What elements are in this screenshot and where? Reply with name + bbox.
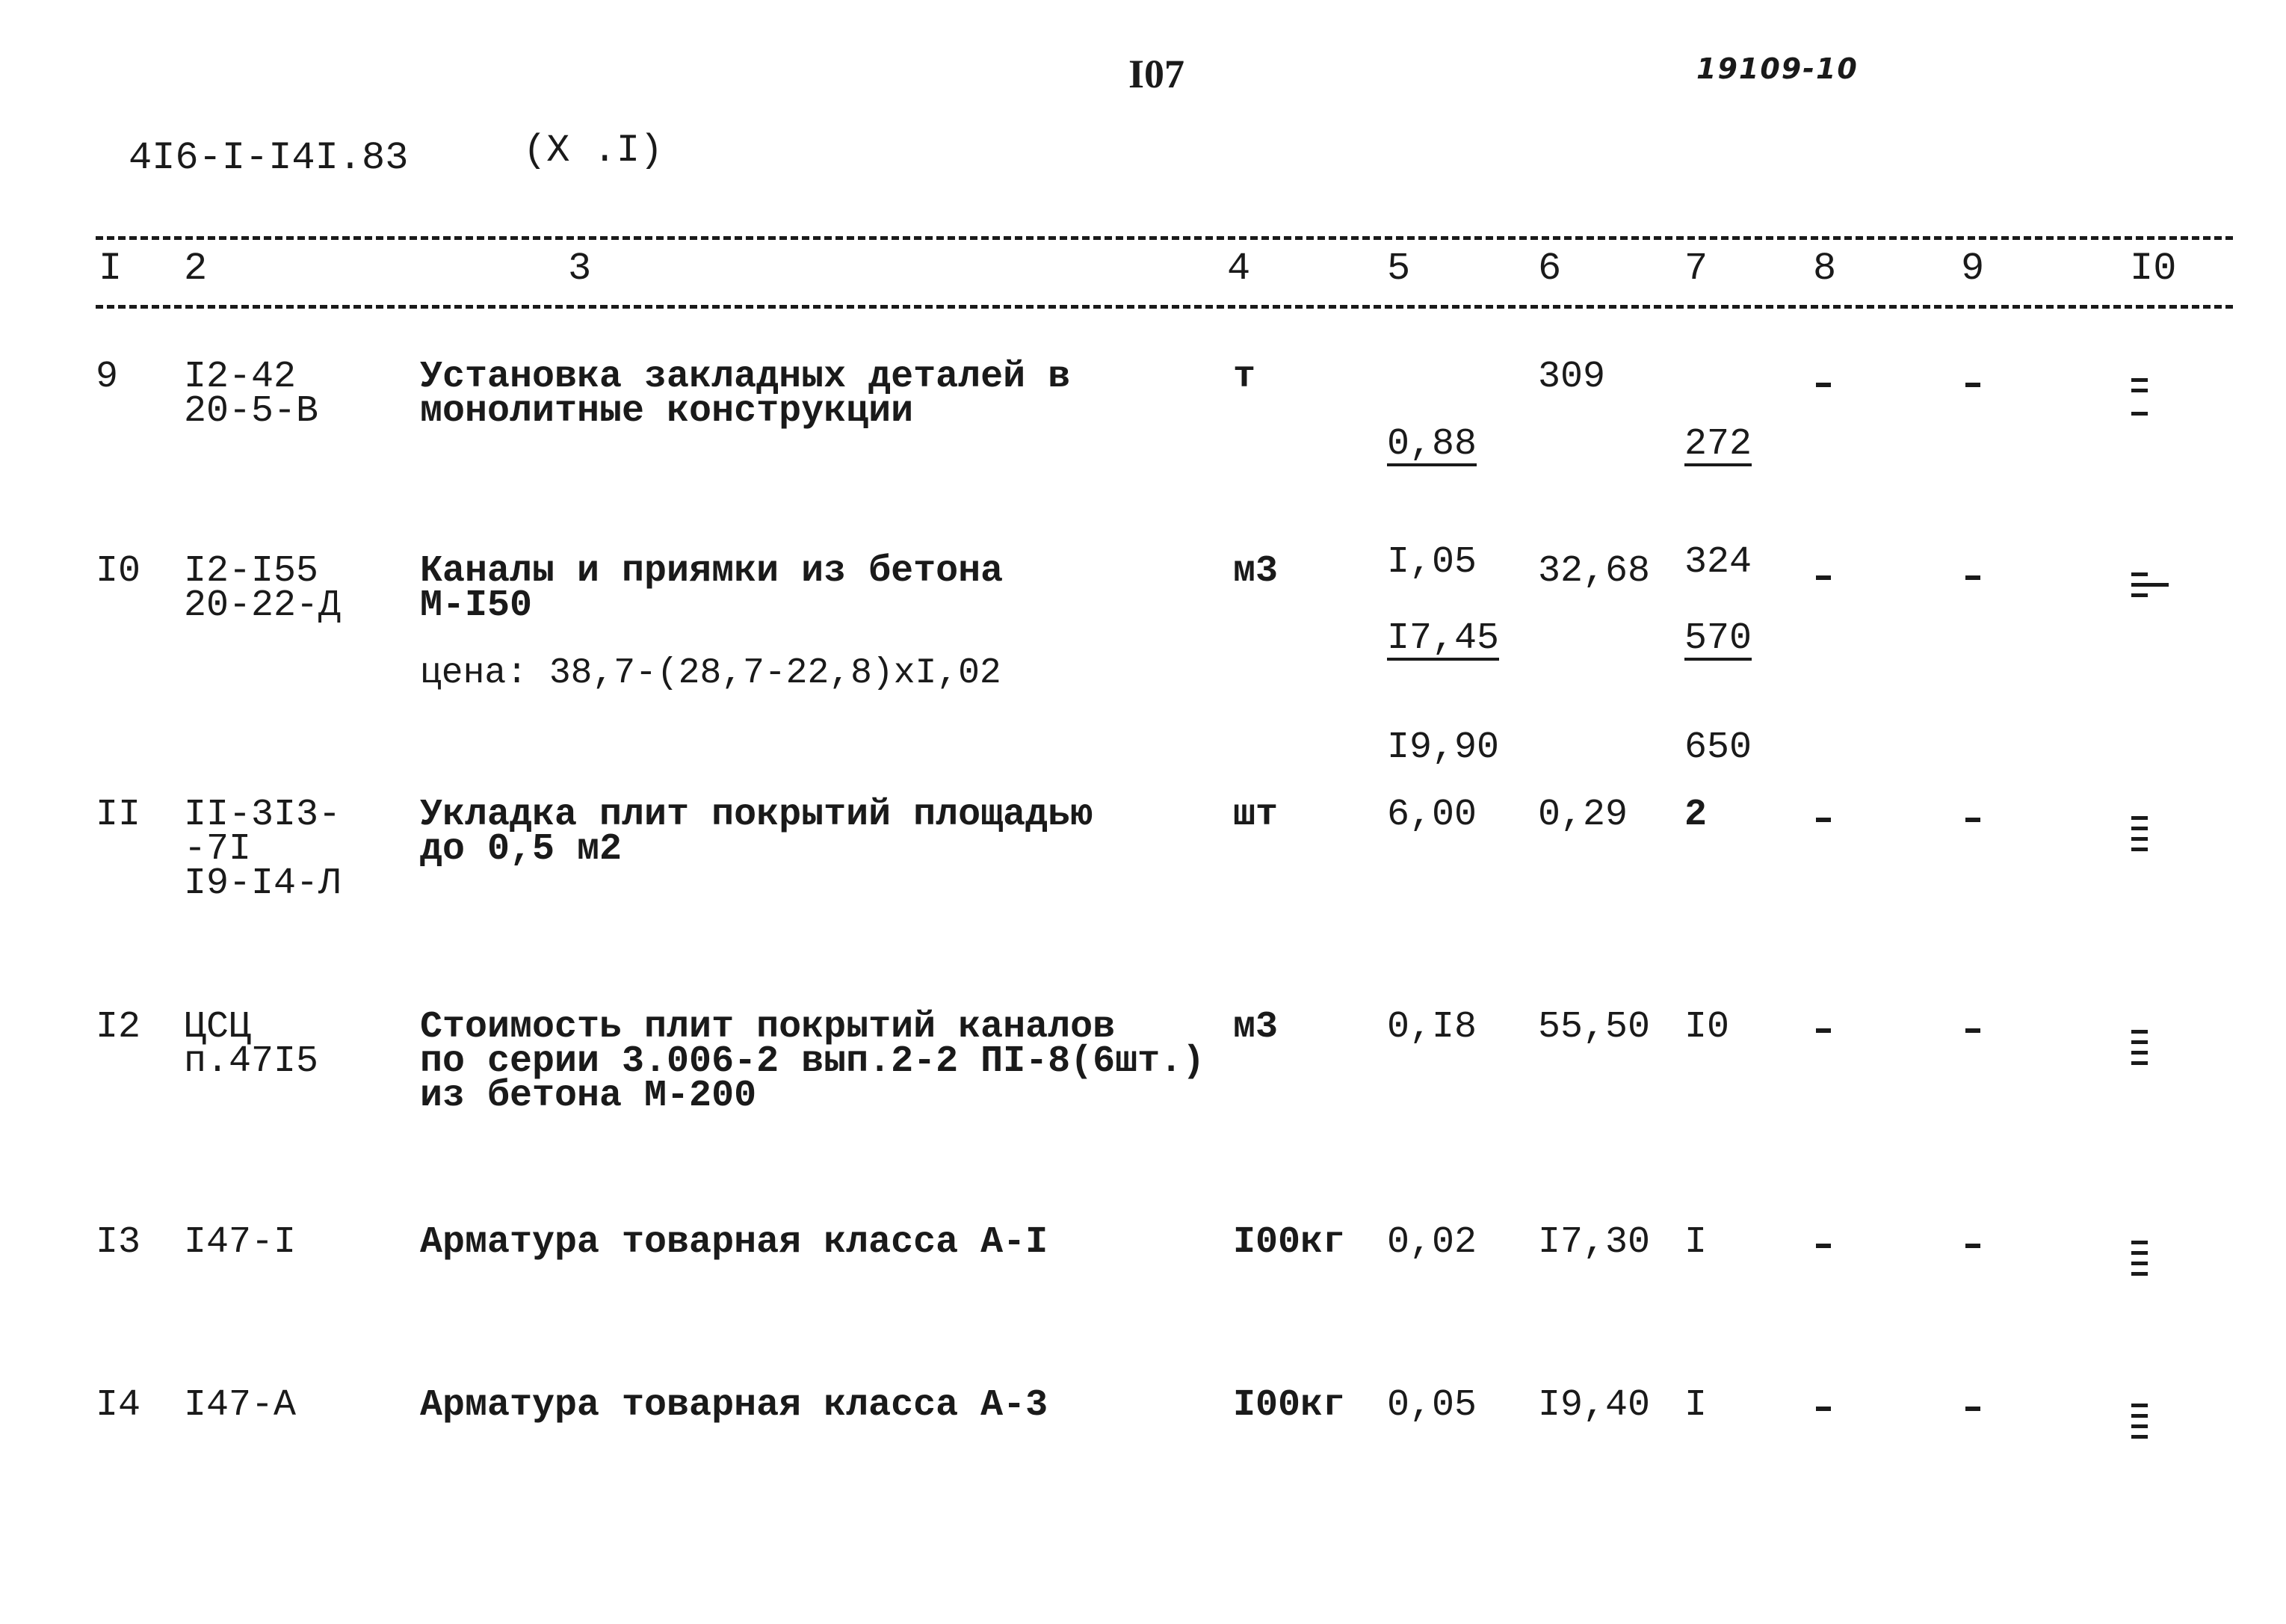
column-header-7: 7	[1684, 247, 1708, 291]
archive-number: 19109-10	[1696, 52, 1859, 85]
unit-price: 0,29	[1538, 794, 1628, 836]
quantity-fraction	[1387, 553, 1499, 834]
work-description: Каналы и приямки из бетона М-I50	[420, 550, 1004, 627]
cost-bottom: 324	[1684, 541, 1752, 584]
row-number: I2	[96, 1006, 141, 1049]
price-note: цена: 38,7-(28,7-22,8)хI,02	[420, 653, 1001, 694]
norm-code: I47-I	[184, 1221, 297, 1264]
tally-marks	[2131, 1241, 2154, 1282]
empty-col8-dash	[1816, 818, 1831, 822]
tally-marks	[2131, 816, 2154, 858]
empty-col9-dash	[1965, 1028, 1980, 1033]
unit: шт	[1233, 794, 1279, 836]
empty-col8-dash	[1816, 1244, 1831, 1248]
quantity-bottom: I9,90	[1387, 726, 1500, 769]
tally-marks	[2131, 1404, 2154, 1445]
quantity: 0,02	[1387, 1221, 1477, 1264]
unit-price: I7,30	[1538, 1221, 1651, 1264]
row-number: I3	[96, 1221, 141, 1264]
work-description: Укладка плит покрытий площадью до 0,5 м2	[420, 794, 1093, 871]
column-header-9: 9	[1961, 247, 1985, 291]
work-description: Арматура товарная класса А-3	[420, 1384, 1048, 1427]
cost: 2	[1684, 794, 1708, 836]
cost: I	[1684, 1384, 1708, 1427]
norm-code: I2-I55 20-22-Д	[184, 550, 342, 627]
unit: м3	[1233, 1006, 1279, 1049]
unit-price: 32,68	[1538, 550, 1651, 593]
cost-fraction	[1684, 553, 1774, 834]
column-header-8: 8	[1813, 247, 1837, 291]
norm-code: I47-А	[184, 1384, 297, 1427]
unit-price: 55,50	[1538, 1006, 1651, 1049]
empty-col9-dash	[1965, 575, 1980, 580]
unit-price: I9,40	[1538, 1384, 1651, 1427]
unit: I00кг	[1233, 1384, 1346, 1427]
quantity: 6,00	[1387, 794, 1477, 836]
column-header-5: 5	[1387, 247, 1411, 291]
cost-bottom: 650	[1684, 726, 1752, 769]
page-number: I07	[1128, 52, 1185, 96]
empty-col8-dash	[1816, 575, 1831, 580]
document-code: 4I6-I-I4I.83	[129, 136, 409, 180]
unit: м3	[1233, 550, 1279, 593]
norm-code: II-3I3- -7I I9-I4-Л	[184, 794, 342, 905]
empty-col8-dash	[1816, 1407, 1831, 1411]
row-number: I0	[96, 550, 141, 593]
quantity: 0,I8	[1387, 1006, 1477, 1049]
header-top-rule	[96, 236, 2233, 240]
quantity-top: I7,45	[1387, 617, 1500, 660]
empty-col9-dash	[1965, 818, 1980, 822]
column-header-2: 2	[184, 247, 208, 291]
cost-top: 570	[1684, 617, 1752, 660]
tally-marks	[2131, 378, 2154, 422]
unit: I00кг	[1233, 1221, 1346, 1264]
unit: т	[1233, 356, 1256, 398]
cost-top: 272	[1684, 423, 1752, 466]
row-number: 9	[96, 356, 119, 398]
empty-col9-dash	[1965, 1407, 1980, 1411]
quantity: 0,05	[1387, 1384, 1477, 1427]
cost: I0	[1684, 1006, 1730, 1049]
unit-price: 309	[1538, 356, 1606, 398]
empty-col8-dash	[1816, 1028, 1831, 1033]
column-header-1: I	[99, 247, 123, 291]
tally-marks	[2131, 572, 2154, 604]
quantity-top: 0,88	[1387, 423, 1477, 466]
work-description: Арматура товарная класса А-I	[420, 1221, 1048, 1264]
work-description: Стоимость плит покрытий каналов по серии 3.006-2 вып.2-2 ПI-8(6шт.) из бетона М-200	[420, 1006, 1205, 1117]
quantity-bottom: I,05	[1387, 541, 1477, 584]
column-header-10: I0	[2130, 247, 2177, 291]
header-bottom-rule	[96, 305, 2233, 309]
norm-code: I2-42 20-5-В	[184, 356, 319, 433]
cost: I	[1684, 1221, 1708, 1264]
empty-col9-dash	[1965, 383, 1980, 387]
column-header-4: 4	[1227, 247, 1251, 291]
tally-marks	[2131, 1030, 2154, 1072]
norm-code: ЦСЦ п.47I5	[184, 1006, 319, 1083]
row-number: I4	[96, 1384, 141, 1427]
empty-col9-dash	[1965, 1244, 1980, 1248]
column-header-6: 6	[1538, 247, 1562, 291]
empty-col8-dash	[1816, 383, 1831, 387]
row-number: II	[96, 794, 141, 836]
work-description: Установка закладных деталей в монолитные конструкции	[420, 356, 1071, 433]
section-code: (X .I)	[523, 129, 664, 173]
column-header-3: 3	[568, 247, 592, 291]
